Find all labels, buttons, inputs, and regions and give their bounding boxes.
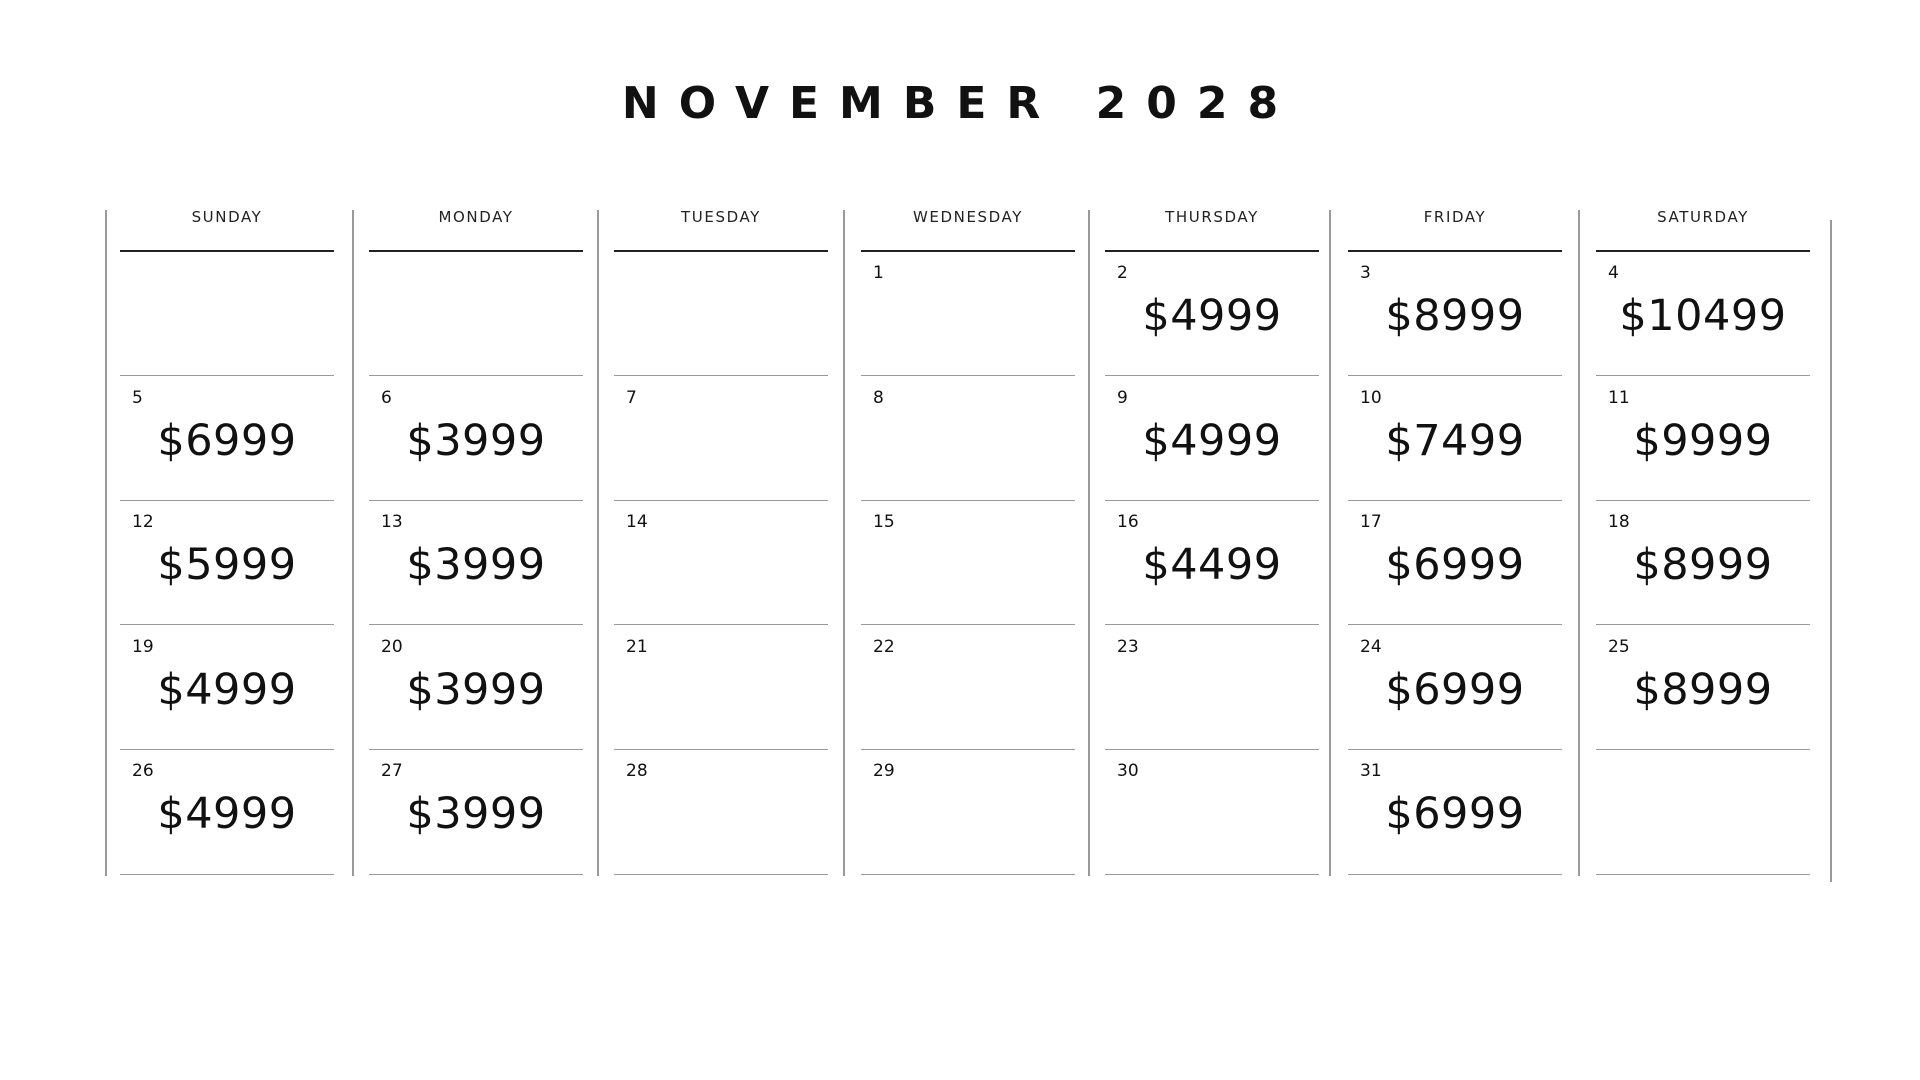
weekday-header: THURSDAY <box>1165 208 1259 226</box>
date-number: 31 <box>1360 761 1382 781</box>
calendar-day-cell <box>1348 749 1562 873</box>
column-divider <box>105 210 107 876</box>
weekday-header: FRIDAY <box>1423 208 1487 226</box>
calendar-day-cell <box>120 500 334 624</box>
price-value: $4999 <box>157 665 297 715</box>
date-number: 10 <box>1360 388 1382 408</box>
date-number: 8 <box>873 388 884 408</box>
price-value: $4499 <box>1142 540 1282 590</box>
row-divider <box>1348 874 1562 875</box>
date-number: 30 <box>1117 761 1139 781</box>
date-number: 7 <box>626 388 637 408</box>
date-number: 12 <box>132 512 154 532</box>
calendar-day-cell <box>861 749 1075 873</box>
price-value: $4999 <box>1142 416 1282 466</box>
price-value: $4999 <box>1142 291 1282 341</box>
calendar-day-cell <box>861 376 1075 500</box>
calendar-title: NOVEMBER 2028 <box>621 78 1299 129</box>
calendar-day-cell <box>1105 376 1319 500</box>
calendar-day-cell <box>861 500 1075 624</box>
price-value: $10499 <box>1619 291 1787 341</box>
date-number: 14 <box>626 512 648 532</box>
row-divider <box>1105 874 1319 875</box>
calendar-day-cell <box>1348 625 1562 749</box>
calendar-day-cell <box>1105 625 1319 749</box>
date-number: 21 <box>626 637 648 657</box>
price-value: $3999 <box>406 540 546 590</box>
calendar-day-cell <box>1596 251 1810 375</box>
price-value: $4999 <box>157 789 297 839</box>
calendar-day-cell <box>120 749 334 873</box>
weekday-header: MONDAY <box>438 208 514 226</box>
date-number: 15 <box>873 512 895 532</box>
date-number: 23 <box>1117 637 1139 657</box>
calendar-day-cell <box>1105 749 1319 873</box>
calendar-day-cell <box>1596 625 1810 749</box>
date-number: 9 <box>1117 388 1128 408</box>
price-value: $8999 <box>1633 665 1773 715</box>
date-number: 5 <box>132 388 143 408</box>
row-divider <box>614 874 828 875</box>
calendar-day-cell <box>1596 749 1810 873</box>
calendar-day-cell <box>614 251 828 375</box>
calendar-day-cell <box>614 625 828 749</box>
calendar-day-cell <box>120 376 334 500</box>
date-number: 27 <box>381 761 403 781</box>
price-value: $5999 <box>157 540 297 590</box>
calendar-day-cell <box>120 625 334 749</box>
calendar-day-cell <box>1348 500 1562 624</box>
date-number: 6 <box>381 388 392 408</box>
column-divider <box>1088 210 1090 876</box>
price-value: $6999 <box>157 416 297 466</box>
column-divider <box>1329 210 1331 876</box>
price-value: $3999 <box>406 416 546 466</box>
date-number: 13 <box>381 512 403 532</box>
column-divider <box>843 210 845 876</box>
date-number: 2 <box>1117 263 1128 283</box>
date-number: 17 <box>1360 512 1382 532</box>
calendar-day-cell <box>1596 376 1810 500</box>
calendar-day-cell <box>1596 500 1810 624</box>
row-divider <box>1596 874 1810 875</box>
date-number: 19 <box>132 637 154 657</box>
weekday-header: WEDNESDAY <box>912 208 1024 226</box>
price-value: $3999 <box>406 665 546 715</box>
column-divider <box>352 210 354 876</box>
price-value: $8999 <box>1633 540 1773 590</box>
price-value: $6999 <box>1385 665 1525 715</box>
date-number: 24 <box>1360 637 1382 657</box>
calendar-day-cell <box>369 625 583 749</box>
calendar-day-cell <box>369 376 583 500</box>
price-value: $7499 <box>1385 416 1525 466</box>
price-value: $6999 <box>1385 789 1525 839</box>
calendar-day-cell <box>861 251 1075 375</box>
column-divider <box>597 210 599 876</box>
date-number: 25 <box>1608 637 1630 657</box>
calendar-day-cell <box>614 500 828 624</box>
price-value: $3999 <box>406 789 546 839</box>
date-number: 1 <box>873 263 884 283</box>
calendar-day-cell <box>861 625 1075 749</box>
calendar-day-cell <box>1348 376 1562 500</box>
date-number: 20 <box>381 637 403 657</box>
calendar-day-cell <box>369 749 583 873</box>
calendar-day-cell <box>1105 500 1319 624</box>
date-number: 22 <box>873 637 895 657</box>
column-divider <box>1830 220 1832 882</box>
date-number: 28 <box>626 761 648 781</box>
calendar-day-cell <box>369 251 583 375</box>
calendar-day-cell <box>369 500 583 624</box>
weekday-header: SUNDAY <box>191 208 263 226</box>
calendar-day-cell <box>614 749 828 873</box>
column-divider <box>1578 210 1580 876</box>
calendar-day-cell <box>614 376 828 500</box>
date-number: 16 <box>1117 512 1139 532</box>
weekday-header: TUESDAY <box>681 208 761 226</box>
calendar-day-cell <box>120 251 334 375</box>
date-number: 11 <box>1608 388 1630 408</box>
date-number: 3 <box>1360 263 1371 283</box>
date-number: 18 <box>1608 512 1630 532</box>
row-divider <box>369 874 583 875</box>
row-divider <box>120 874 334 875</box>
calendar-day-cell <box>1105 251 1319 375</box>
price-value: $6999 <box>1385 540 1525 590</box>
price-value: $9999 <box>1633 416 1773 466</box>
price-value: $8999 <box>1385 291 1525 341</box>
date-number: 4 <box>1608 263 1619 283</box>
weekday-header: SATURDAY <box>1657 208 1749 226</box>
date-number: 29 <box>873 761 895 781</box>
row-divider <box>861 874 1075 875</box>
date-number: 26 <box>132 761 154 781</box>
calendar-day-cell <box>1348 251 1562 375</box>
